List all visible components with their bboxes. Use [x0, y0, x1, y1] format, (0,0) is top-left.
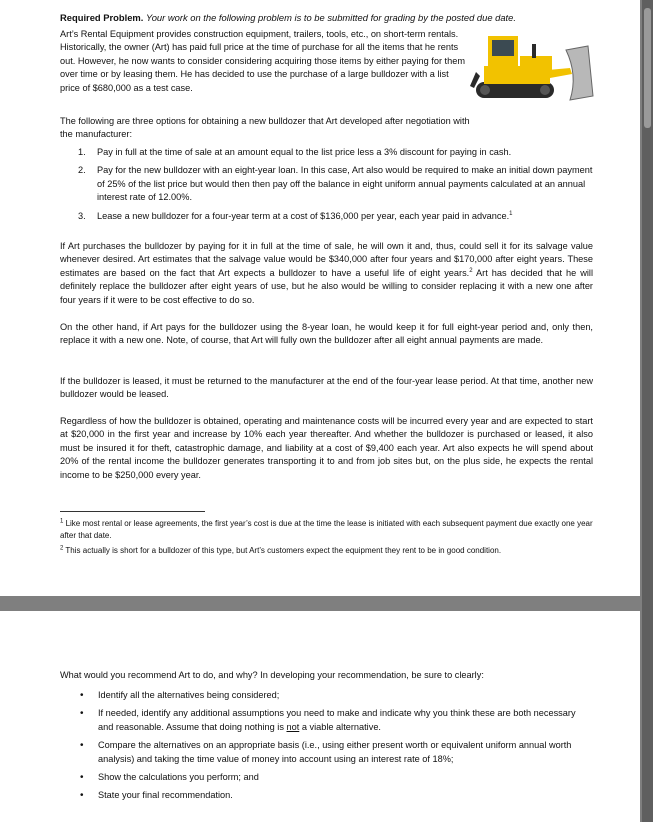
option-text: Pay in full at the time of sale at an amount equal to the list price less a 3% discount for paying in cash.: [97, 147, 512, 157]
lease-paragraph: If the bulldozer is leased, it must be returned to the manufacturer at the end of the four-year lease period. At that time, another new bulldozer would be leased.: [60, 376, 593, 400]
requirement-item: [60, 789, 593, 802]
question-paragraph: What would you recommend Art to do, and why? In developing your recommendation, be sure to clearly:: [60, 670, 484, 680]
requirement-underlined: not: [286, 721, 300, 732]
bullet-icon: •: [80, 772, 84, 784]
option-item: [60, 146, 593, 159]
loan-paragraph: On the other hand, if Art pays for the bulldozer using the 8-year loan, he would keep it for full eight-year period and, only then, replace it with a new one. Note, of course, that Art will fully own the bulldozer after all eight annual payments are made.: [60, 322, 593, 346]
requirement-text: State your final recommendation.: [98, 790, 233, 801]
footnote-ref-2: 2: [469, 267, 473, 274]
heading-bold: Required Problem.: [60, 12, 144, 23]
footnote-2: [60, 545, 593, 557]
salvage-text-a: If Art purchases the bulldozer by paying for it in full at the time of sale, he will own it and, thus, could sell it for its salvage value whenever desired. Art estimates that the salvage value would be $340,000 after four years and $170,000 after eight years. These estimates are based on the fact that Art expects a bulldozer to have a useful life of eight years.: [60, 241, 593, 278]
costs-paragraph: Regardless of how the bulldozer is obtained, operating and maintenance costs will be incurred every year and are expected to start at $20,000 in the first year and increase by 10% each year thereafter. And whether the bulldozer is purchased or leased, it also must be insured it for theft, catastrophic damage, and liability at a cost of $9,400 each year. Art also expects he will spend about 20% of the rental income the bulldozer generates transporting it to and from job sites but, on the plus side, he expects the rental income to be $250,000 every year.: [60, 416, 593, 480]
bullet-icon: •: [80, 740, 84, 752]
options-intro: The following are three options for obtaining a new bulldozer that Art developed after negotiation with the manufacturer:: [60, 116, 470, 140]
requirement-item: [60, 771, 593, 784]
option-number: 3.: [78, 210, 86, 221]
bulldozer-wheel: [480, 85, 490, 95]
requirement-item: [60, 707, 593, 734]
bulldozer-engine: [520, 56, 552, 70]
bulldozer-wheel: [540, 85, 550, 95]
footnote-divider: [60, 511, 205, 512]
vertical-scrollbar[interactable]: [642, 0, 653, 822]
option-text: Pay for the new bulldozer with an eight-year loan. In this case, Art also would be required to make an initial down payment of 25% of the list price but would then then pay off the balance in eight uniform annual payments calculated at an annual interest rate of 12.00%.: [97, 165, 593, 203]
requirement-text: Show the calculations you perform; and: [98, 772, 259, 783]
salvage-paragraph: [60, 240, 593, 307]
bulldozer-image: [470, 30, 595, 105]
scrollbar-thumb[interactable]: [644, 8, 651, 128]
heading-italic: Your work on the following problem is to be submitted for grading by the posted due date.: [145, 12, 516, 23]
option-item: [60, 164, 593, 204]
requirements-list: [60, 689, 593, 808]
option-text: Lease a new bulldozer for a four-year term at a cost of $136,000 per year, each year paid in advance.: [97, 210, 510, 221]
requirement-item: [60, 739, 593, 766]
footnote-text: This actually is short for a bulldozer of this type, but Art’s customers expect the equipment they rent to be in good condition.: [63, 546, 502, 555]
requirement-text: Identify all the alternatives being considered;: [98, 690, 280, 700]
requirement-text: Compare the alternatives on an appropriate basis (i.e., using either present worth or equivalent uniform annual worth analysis) and taking the time value of money into account using an interest rate of 18%;: [98, 740, 572, 764]
requirement-item: [60, 689, 593, 702]
bullet-icon: •: [80, 790, 84, 802]
document-page-2: [0, 611, 640, 822]
option-item: [60, 210, 593, 223]
bullet-icon: •: [80, 708, 84, 720]
option-number: 1.: [78, 147, 86, 157]
footnote-mark: 1: [60, 518, 64, 525]
footnote-mark: 2: [60, 545, 64, 552]
footnote-ref-1: 1: [509, 210, 513, 217]
footnote-text: Like most rental or lease agreements, the first year’s cost is due at the time the lease is initiated with each subsequent payment due exactly one year after that date.: [60, 519, 593, 540]
requirement-text-post: a viable alternative.: [299, 721, 381, 732]
options-list: [60, 146, 593, 228]
footnote-1: [60, 518, 593, 541]
salvage-text-b: Art has decided that he will definitely replace the bulldozer after eight years of use, but he also would be willing to consider replacing it with a new one after four years if it were to be cost effective to do so.: [60, 267, 593, 305]
bulldozer-exhaust: [532, 44, 536, 58]
intro-paragraph: Art’s Rental Equipment provides construction equipment, trailers, tools, etc., on short-term rentals. Historically, the owner (Art) has paid full price at the time of purchase for all the items that he rents out. However, he now wants to consider considering acquiring those items by either paying for them over time or by leasing them. He has decided to use the purchase of a large bulldozer with a list price of $680,000 as a test case.: [60, 29, 465, 93]
bullet-icon: •: [80, 690, 84, 701]
option-number: 2.: [78, 165, 86, 176]
bulldozer-cab-window: [492, 40, 514, 56]
required-problem-heading: [60, 12, 600, 23]
requirement-text: If needed, identify any additional assumptions you need to make and indicate why you think these are both necessary and reasonable. Assume that doing nothing is: [98, 708, 576, 732]
